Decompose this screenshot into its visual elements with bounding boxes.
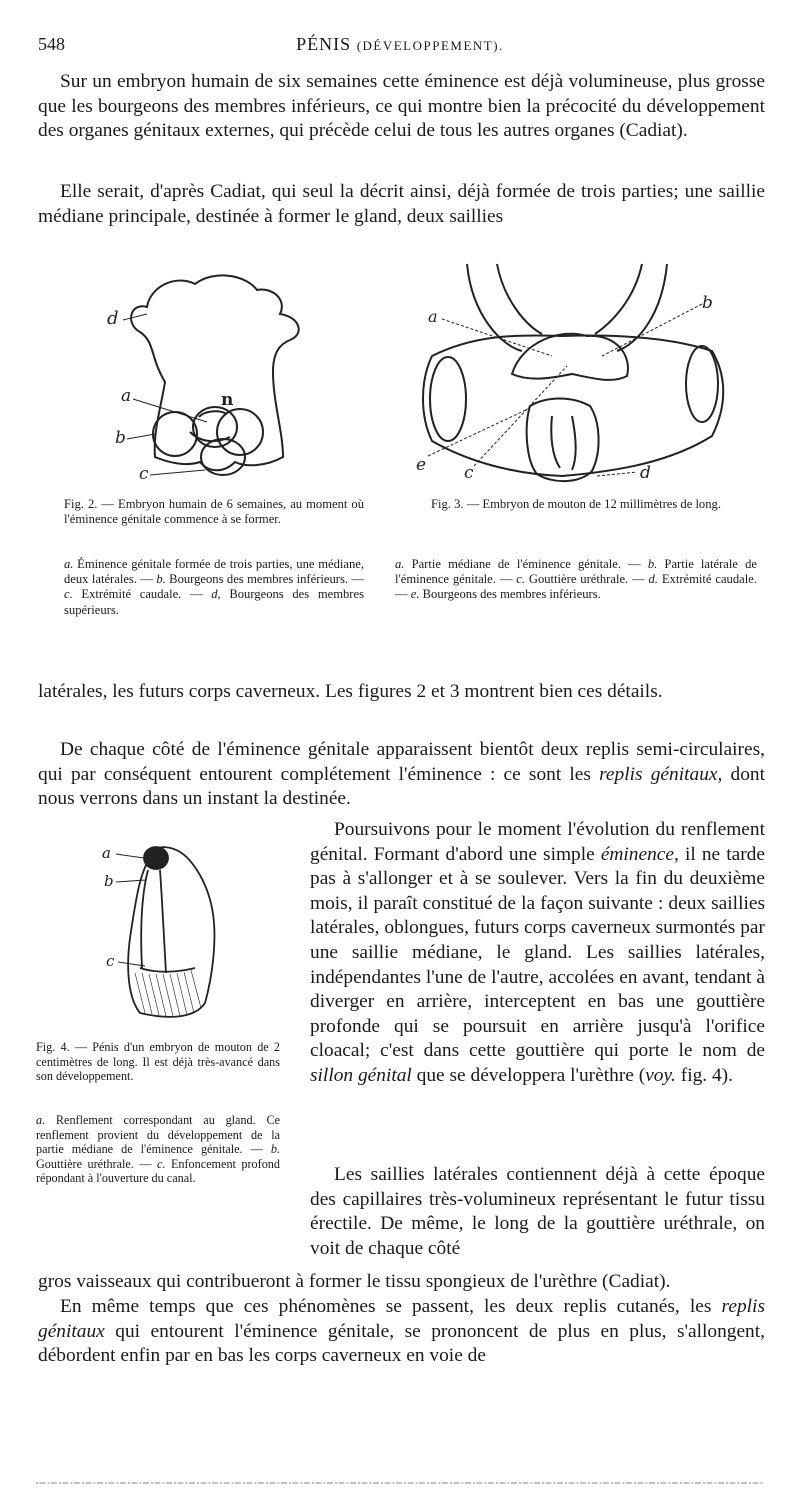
fig3-legend-text-e: Bourgeons des membres inférieurs.: [419, 587, 601, 602]
paragraph-1: Sur un embryon humain de six semaines cette éminence est déjà volumineuse, plus grosse que les bourgeons des membres inférieurs, ce qui montre bien la précocité du développement des organes génitaux externes, qui précède celui de tous les autres organes (Cadiat).: [38, 71, 765, 141]
paragraph-5-d: fig. 4).: [675, 1064, 733, 1086]
running-title: [38, 34, 762, 55]
figure-3-illustration: [412, 256, 742, 492]
bottom-print-trace: [36, 1478, 764, 1488]
fig3-caption: [395, 497, 757, 512]
running-title-sub: (DÉVELOPPEMENT).: [356, 38, 504, 53]
fig3-legend-text-d: Extrémité caudale. —: [395, 572, 757, 602]
paragraph-7-a: En même temps que ces phénomènes se passent, les deux replis cutanés, les: [60, 1296, 722, 1317]
fig2-legend-text-c: Extrémité caudale. —: [72, 587, 212, 602]
fig2-legend-text-a: Éminence génitale formée de trois parties, une médiane, deux latérales. —: [64, 557, 364, 587]
fig3-legend-key-e: e.: [410, 587, 420, 602]
fig3-legend-key-a: a.: [395, 557, 405, 571]
paragraph-5-em2: sillon génital: [310, 1064, 412, 1086]
fig2-legend-key-d: d,: [211, 587, 221, 602]
fig4-label-a: a: [102, 844, 111, 862]
paragraph-5-b: , il ne tarde pas à s'allonger et à se soulever. Vers la fin du deuxième mois, il paraît constitué de la façon suivante : deux saillies latérales, oblongues, futurs corps caverneux surmontés par une saillie médiane, le gland. Les saillies latérales, indépendantes l'une de l'autre, accolées en avant, tendant à diverger en arrière, interceptent en bas une gouttière profonde qui se poursuit en arrière jusqu'à l'orifice cloacal; c'est dans cette gouttière qui porte le nom de: [310, 843, 765, 1062]
paragraph-5-c: que se développera l'urèthre (: [411, 1064, 646, 1086]
fig4-legend: [36, 1113, 280, 1186]
fig4-caption: [36, 1040, 280, 1084]
fig3-drawing: [412, 256, 742, 492]
fig4-caption-title: Fig. 4. — Pénis d'un embryon de mouton de 2 centimètres de long. Il est déjà très-avancé dans son développement.: [36, 1040, 280, 1084]
paragraph-6-full: gros vaisseaux qui contribueront à former le tissu spongieux de l'urèthre (Cadiat).: [38, 1271, 671, 1292]
paragraph-5: [310, 818, 765, 1089]
paragraph-6-column: Les saillies latérales contiennent déjà à cette époque des capillaires très-volumineux représentant le futur tissu érectile. De même, le long de la gouttière uréthrale, on voit de chaque côté: [310, 1164, 765, 1259]
paragraph-3: latérales, les futurs corps caverneux. Les figures 2 et 3 montrent bien ces détails.: [38, 681, 663, 702]
fig3-legend-text-a: Partie médiane de l'éminence génitale. —: [404, 557, 648, 571]
fig4-label-b: b: [104, 872, 114, 890]
fig2-drawing: [95, 262, 335, 487]
fig3-legend-key-d: d.: [648, 572, 658, 587]
paragraph-5-em3: voy.: [645, 1064, 676, 1086]
fig4-legend-text-b: Gouttière uréthrale. —: [36, 1156, 157, 1171]
fig3-legend-text-b: Partie latérale de l'éminence génitale. —: [395, 557, 757, 587]
paragraph-7: [38, 1295, 765, 1369]
fig2-legend-key-c: c.: [64, 587, 73, 602]
fig4-drawing: [100, 838, 230, 1023]
fig4-legend-key-c: c.: [157, 1156, 166, 1171]
fig3-legend-key-b: b.: [647, 557, 658, 571]
page-number: 548: [38, 34, 65, 54]
paragraph-7-em: replis génitaux: [38, 1296, 765, 1342]
fig2-legend-key-b: b.: [156, 572, 166, 587]
fig2-label-c: c: [139, 464, 149, 484]
fig4-legend-text-a: Renflement correspondant au gland. Ce renflement provient du développement de la partie médiane de l'éminence génitale. —: [36, 1113, 280, 1157]
fig2-legend: [64, 557, 364, 618]
running-header: [38, 34, 762, 58]
fig3-legend-key-c: c.: [516, 572, 525, 587]
paragraph-5-em1: éminence: [600, 843, 675, 865]
fig4-legend-text-c: Enfoncement profond répondant à l'ouverture du canal.: [36, 1156, 280, 1186]
fig3-label-b: b: [702, 293, 713, 313]
fig3-label-c: c: [464, 463, 474, 483]
figure-4-illustration: [100, 838, 230, 1023]
fig2-caption: [64, 497, 364, 527]
fig3-label-e: e: [416, 455, 427, 475]
paragraph-5-a: Poursuivons pour le moment l'évolution du renflement génital. Formant d'abord une simple: [310, 819, 765, 865]
paragraph-4-a: De chaque côté de l'éminence génitale apparaissent bientôt deux replis semi-circulaires, qui par conséquent entourent complétement l'éminence : ce sont les: [38, 739, 765, 785]
fig2-legend-text-b: Bourgeons des membres inférieurs. —: [165, 572, 364, 587]
paragraph-7-b: qui entourent l'éminence génitale, se prononcent de plus en plus, s'allongent, débordent enfin par en bas les corps caverneux en voie de: [38, 1320, 765, 1366]
fig4-label-c: c: [106, 952, 115, 970]
paragraph-4-b: , dont nous verrons dans un instant la destinée.: [38, 763, 765, 809]
fig2-caption-title: Fig. 2. — Embryon humain de 6 semaines, au moment où l'éminence génitale commence à se former.: [64, 497, 364, 527]
paragraph-4: [38, 738, 765, 812]
fig2-label-a: a: [121, 386, 132, 406]
fig4-legend-key-a: a.: [36, 1113, 46, 1127]
fig2-label-b: b: [115, 428, 126, 448]
fig3-label-d: d: [640, 463, 651, 483]
fig2-label-n: n: [221, 390, 234, 410]
fig3-caption-title: Fig. 3. — Embryon de mouton de 12 millimètres de long.: [431, 497, 721, 511]
fig3-legend-text-c: Gouttière uréthrale. —: [524, 572, 649, 587]
fig3-label-a: a: [428, 307, 438, 326]
fig2-legend-text-d: Bourgeons des membres supérieurs.: [64, 587, 364, 617]
paragraph-4-em: replis génitaux: [599, 763, 718, 785]
figure-2-illustration: [95, 262, 335, 487]
fig4-legend-key-b: b.: [270, 1142, 280, 1157]
running-title-main: PÉNIS: [296, 34, 352, 54]
paragraph-2: Elle serait, d'après Cadiat, qui seul la décrit ainsi, déjà formée de trois parties; une saillie médiane principale, destinée à former le gland, deux saillies: [38, 181, 765, 227]
fig2-legend-key-a: a.: [64, 557, 74, 571]
fig3-legend: [395, 557, 757, 603]
fig2-label-d: d: [107, 308, 119, 329]
